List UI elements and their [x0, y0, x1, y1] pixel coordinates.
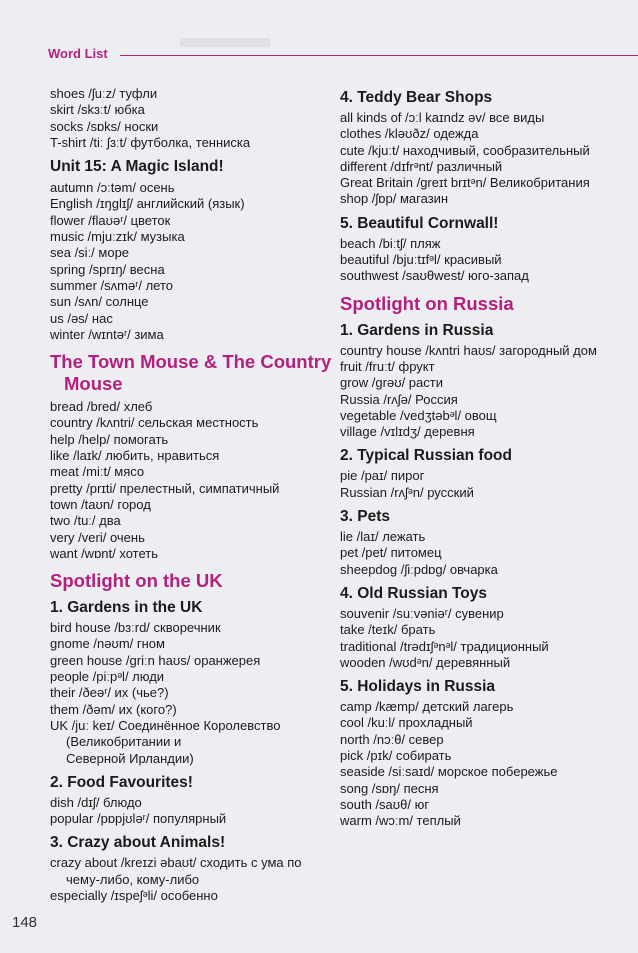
- uk-animals-heading: 3. Crazy about Animals!: [50, 834, 226, 852]
- list-item: seaside /siːsaɪd/ морское побережье: [340, 764, 558, 780]
- list-item: music /mjuːzɪk/ музыка: [50, 229, 185, 245]
- russia-pets-list: [340, 529, 630, 578]
- list-item: bird house /bɜːrd/ скворечник: [50, 620, 221, 636]
- list-item: village /vɪlɪdʒ/ деревня: [340, 424, 475, 440]
- list-item: pretty /prɪti/ прелестный, симпатичный: [50, 480, 280, 496]
- list-item: gnome /nəʊm/ гном: [50, 636, 165, 652]
- page-number: 148: [12, 914, 38, 931]
- word-list-label: Word List: [48, 46, 108, 61]
- russia-holidays-list: [340, 699, 630, 829]
- list-item: Great Britain /greɪt brɪtᵊn/ Великобритания: [340, 175, 590, 191]
- uk-gardens-heading: 1. Gardens in the UK: [50, 599, 203, 617]
- list-item: green house /griːn haʊs/ оранжерея: [50, 652, 261, 668]
- list-item: beautiful /bjuːtɪfᵊl/ красивый: [340, 252, 502, 268]
- list-item: flower /flaʊəʳ/ цветок: [50, 212, 171, 228]
- list-item: people /piːpᵊl/ люди: [50, 669, 165, 685]
- right-column: [340, 86, 630, 830]
- uk-gardens-list: [50, 620, 335, 767]
- unit15-heading: Unit 15: A Magic Island!: [50, 158, 224, 176]
- header-rule: [120, 55, 638, 56]
- russia-toys-heading: 4. Old Russian Toys: [340, 584, 488, 602]
- list-item: Russia /rʌʃə/ Россия: [340, 391, 458, 407]
- list-item: very /veri/ очень: [50, 529, 145, 545]
- list-item: pick /pɪk/ собирать: [340, 748, 452, 764]
- list-item: two /tuː/ два: [50, 513, 121, 529]
- list-item: traditional /trədɪʃᵊnᵊl/ традиционный: [340, 638, 549, 654]
- uk-food-heading: 2. Food Favourites!: [50, 773, 193, 791]
- list-item: warm /wɔːm/ теплый: [340, 813, 461, 829]
- list-item: their /ðeəʳ/ их (чье?): [50, 685, 169, 701]
- list-item: town /taʊn/ город: [50, 496, 151, 512]
- list-item: them /ðəm/ их (кого?): [50, 701, 177, 717]
- list-item: cute /kjuːt/ находчивый, сообразительный: [340, 142, 590, 158]
- spotlight-uk-heading: Spotlight on the UK: [50, 570, 223, 592]
- list-item: country house /kʌntri haʊs/ загородный дом: [340, 342, 597, 358]
- teddy-list: [340, 110, 630, 208]
- list-item: especially /ɪspeʃᵊli/ особенно: [50, 887, 218, 903]
- teddy-heading: 4. Teddy Bear Shops: [340, 89, 493, 106]
- russia-pets-heading: 3. Pets: [340, 508, 390, 526]
- list-item: meat /miːt/ мясо: [50, 464, 145, 480]
- top-word-list: [50, 86, 335, 151]
- list-item: sea /siː/ море: [50, 245, 130, 261]
- list-item: shoes /ʃuːz/ туфли: [50, 86, 158, 101]
- list-item: spring /sprɪŋ/ весна: [50, 261, 165, 277]
- town-mouse-list: [50, 399, 335, 562]
- uk-animals-list: [50, 855, 335, 904]
- list-item: north /nɔːθ/ север: [340, 731, 444, 747]
- list-item: different /dɪfrᵊnt/ различный: [340, 158, 503, 174]
- list-item: beach /biːtʃ/ пляж: [340, 235, 441, 251]
- list-item: song /sɒŋ/ песня: [340, 780, 439, 796]
- list-item: winter /wɪntəʳ/ зима: [50, 326, 164, 342]
- list-item: want /wɒnt/ хотеть: [50, 545, 158, 561]
- list-item: lie /laɪ/ лежать: [340, 529, 426, 545]
- russia-gardens-heading: 1. Gardens in Russia: [340, 321, 494, 339]
- list-item: southwest /saʊθwest/ юго-запад: [340, 268, 529, 284]
- russia-holidays-heading: 5. Holidays in Russia: [340, 678, 496, 696]
- list-item: clothes /kləʊðz/ одежда: [340, 126, 479, 142]
- russia-food-list: [340, 468, 630, 501]
- list-item: country /kʌntri/ сельская местность: [50, 415, 259, 431]
- list-item: pie /paɪ/ пирог: [340, 468, 425, 484]
- list-item: sheepdog /ʃiːpdɒg/ овчарка: [340, 561, 498, 577]
- list-item: all kinds of /ɔːl kaɪndz əv/ все виды: [340, 110, 545, 125]
- list-item: help /help/ помогать: [50, 431, 169, 447]
- list-item: cool /kuːl/ прохладный: [340, 715, 473, 731]
- list-item: wooden /wʊdᵊn/ деревянный: [340, 654, 511, 670]
- list-item: UK /juː keɪ/ Соединённое Королевство: [50, 717, 281, 733]
- list-item-continuation: чему-либо, кому-либо: [66, 871, 200, 887]
- unit15-list: [50, 180, 335, 343]
- russia-toys-list: [340, 606, 630, 671]
- list-item: us /əs/ нас: [50, 310, 113, 326]
- list-item: shop /ʃɒp/ магазин: [340, 191, 449, 207]
- left-column: [50, 86, 335, 904]
- list-item: sun /sʌn/ солнце: [50, 294, 149, 310]
- list-item: pet /pet/ питомец: [340, 545, 442, 561]
- list-item: fruit /fruːt/ фрукт: [340, 358, 435, 374]
- list-item: take /teɪk/ брать: [340, 622, 436, 638]
- town-mouse-heading-line2: Mouse: [64, 373, 123, 395]
- list-item: Russian /rʌʃᵊn/ русский: [340, 484, 474, 500]
- list-item-continuation: (Великобритании и: [66, 734, 182, 750]
- list-item: souvenir /suːvəniəʳ/ сувенир: [340, 605, 504, 621]
- list-item: socks /sɒks/ носки: [50, 118, 159, 134]
- spotlight-russia-heading: Spotlight on Russia: [340, 292, 514, 314]
- town-mouse-heading-line1: The Town Mouse & The Country: [50, 351, 332, 373]
- list-item: English /ɪŋglɪʃ/ английский (язык): [50, 196, 245, 212]
- uk-food-list: [50, 795, 335, 828]
- russia-food-heading: 2. Typical Russian food: [340, 447, 512, 465]
- list-item: skirt /skɜːt/ юбка: [50, 102, 145, 118]
- list-item: camp /kæmp/ детский лагерь: [340, 699, 514, 715]
- list-item-continuation: Северной Ирландии): [66, 750, 194, 766]
- list-item: crazy about /kreɪzi əbaʊt/ сходить с ума по: [50, 855, 302, 871]
- list-item: autumn /ɔːtəm/ осень: [50, 180, 175, 196]
- list-item: like /laɪk/ любить, нравиться: [50, 448, 220, 464]
- list-item: grow /grəʊ/ расти: [340, 375, 443, 391]
- list-item: popular /pɒpjʊləʳ/ популярный: [50, 811, 227, 827]
- town-mouse-heading: [50, 351, 335, 395]
- cornwall-list: [340, 236, 630, 285]
- russia-gardens-list: [340, 343, 630, 441]
- list-item: bread /bred/ хлеб: [50, 399, 153, 415]
- list-item: T-shirt /tiː ʃɜːt/ футболка, тенниска: [50, 134, 251, 150]
- cornwall-heading: 5. Beautiful Cornwall!: [340, 214, 499, 232]
- list-item: summer /sʌməʳ/ лето: [50, 277, 173, 293]
- list-item: vegetable /vedʒtəbᵊl/ овощ: [340, 407, 497, 423]
- list-item: south /saʊθ/ юг: [340, 796, 430, 812]
- list-item: dish /dɪʃ/ блюдо: [50, 794, 142, 810]
